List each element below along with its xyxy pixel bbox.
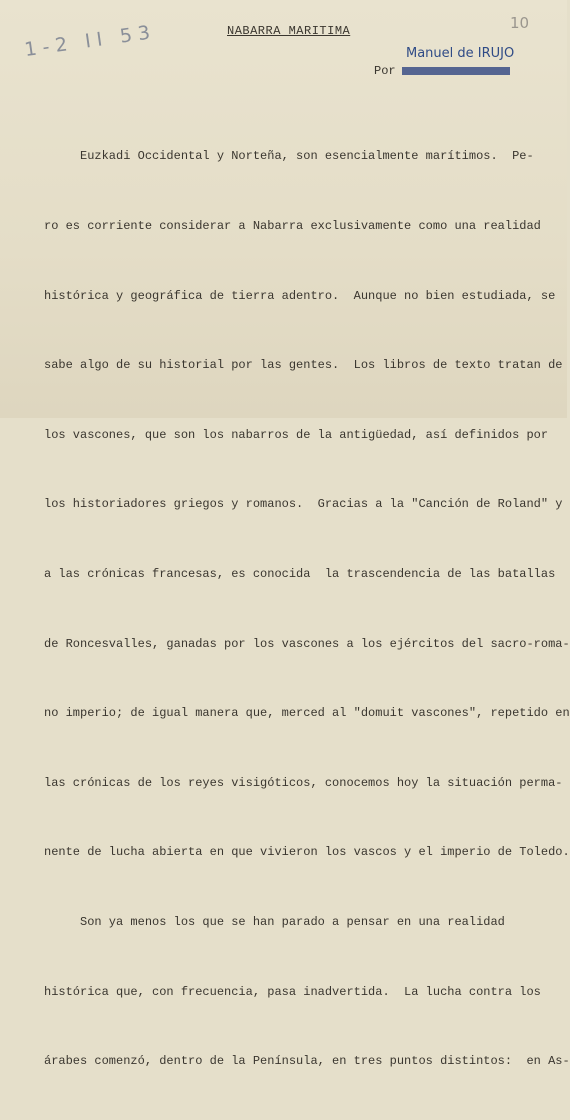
struck-out-name [402,67,510,75]
text-line: históricа y geográfica de tierra adentro. Aunque no bien estudiada, se [44,288,556,303]
text-line: a las crónicas francesas, es conocida la trascendencia de las batallas [44,566,556,581]
page-number: 10 [510,14,530,32]
text-line: árabes comenzó, dentro de la Península, en tres puntos distintos: en As- [44,1054,570,1069]
text-line: ro es corriente considerar a Nabarra exclusivamente como una realidad [44,219,541,233]
text-line: nente de lucha abierta en que vivieron los vascos y el imperio de Toledo. [44,845,570,860]
text-line: los historiadores griegos y romanos. Gracias a la "Canción de Roland" y [44,497,563,512]
body-text [44,99,570,1120]
author-signature: Manuel de IRUJO [406,46,515,61]
text-line: de Roncesvalles, ganadas por los vascones a los ejércitos del sacro-roma- [44,636,570,651]
author-line [374,64,510,78]
text-line: histórica que, con frecuencia, pasa inadvertida. La lucha contra los [44,984,541,999]
text-line: no imperio; de igual manera que, merced al "domuit vascones", repetido en [44,706,570,721]
document-title: NABARRA MARITIMA [227,24,351,38]
text-line: sabe algo de su historial por las gentes. Los libros de texto tratan de [44,358,563,373]
text-line: Son ya menos los que se han parado a pensar en una realidad [44,914,505,929]
text-line: los vascones, que son los nabarros de la antigüedad, así definidos por [44,427,549,442]
text-line: Euzkadi Occidental y Norteña, son esencialmente marítimos. Pe- [44,149,534,164]
text-line: las crónicas de los reyes visigóticos, conocemos hoy la situación perma- [44,775,563,790]
margin-annotation: 1-2 II 53 [23,20,158,62]
author-prefix: Por [374,64,396,78]
